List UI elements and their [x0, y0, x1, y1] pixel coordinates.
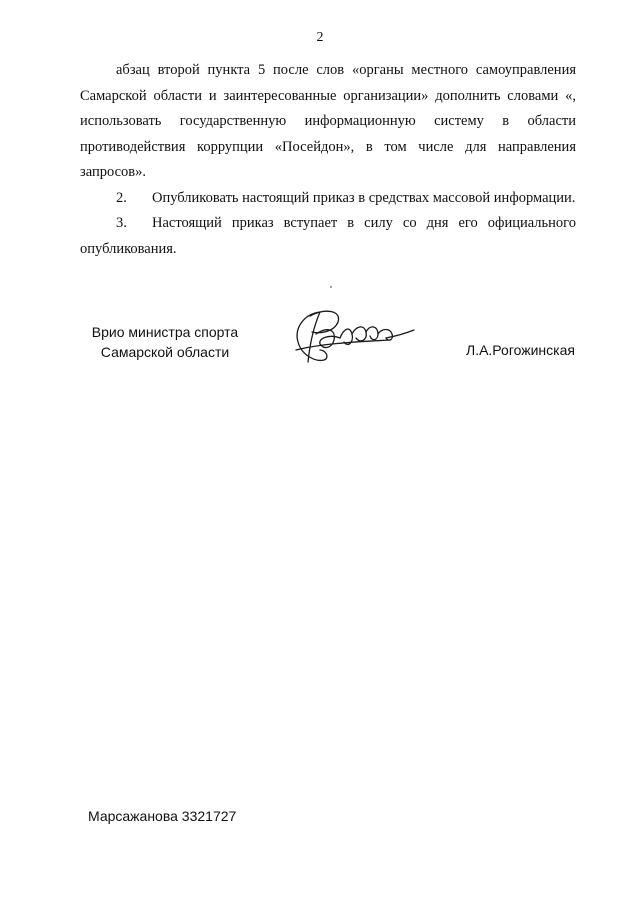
handwritten-signature [290, 304, 420, 368]
signatory-position [80, 322, 250, 362]
page-number: 2 [316, 30, 324, 45]
scan-dot [330, 286, 332, 288]
document-body [80, 58, 576, 262]
executor-info: Марсажанова 3321727 [88, 808, 237, 824]
paragraph-text: Настоящий приказ вступает в силу со дня его официального опубликования. [80, 215, 576, 257]
paragraph-item-2 [80, 186, 576, 212]
paragraph-amendment [80, 58, 576, 186]
position-line-2: Самарской области [100, 344, 230, 360]
paragraph-text: абзац второй пункта 5 после слов «органы местного самоуправления Самарской области и заинтересованные организации» дополнить словами «, использовать государственную информационную систему в области противодействия коррупции «Посейдон», в том числе для направления запросов». [80, 62, 576, 180]
position-line-1: Врио министра спорта [91, 324, 239, 340]
paragraph-number: 2. [116, 189, 127, 206]
paragraph-text: Опубликовать настоящий приказ в средствах массовой информации. [152, 189, 576, 206]
signer-name: Л.А.Рогожинская [466, 342, 575, 358]
paragraph-item-3 [80, 211, 576, 262]
paragraph-number: 3. [116, 215, 127, 231]
